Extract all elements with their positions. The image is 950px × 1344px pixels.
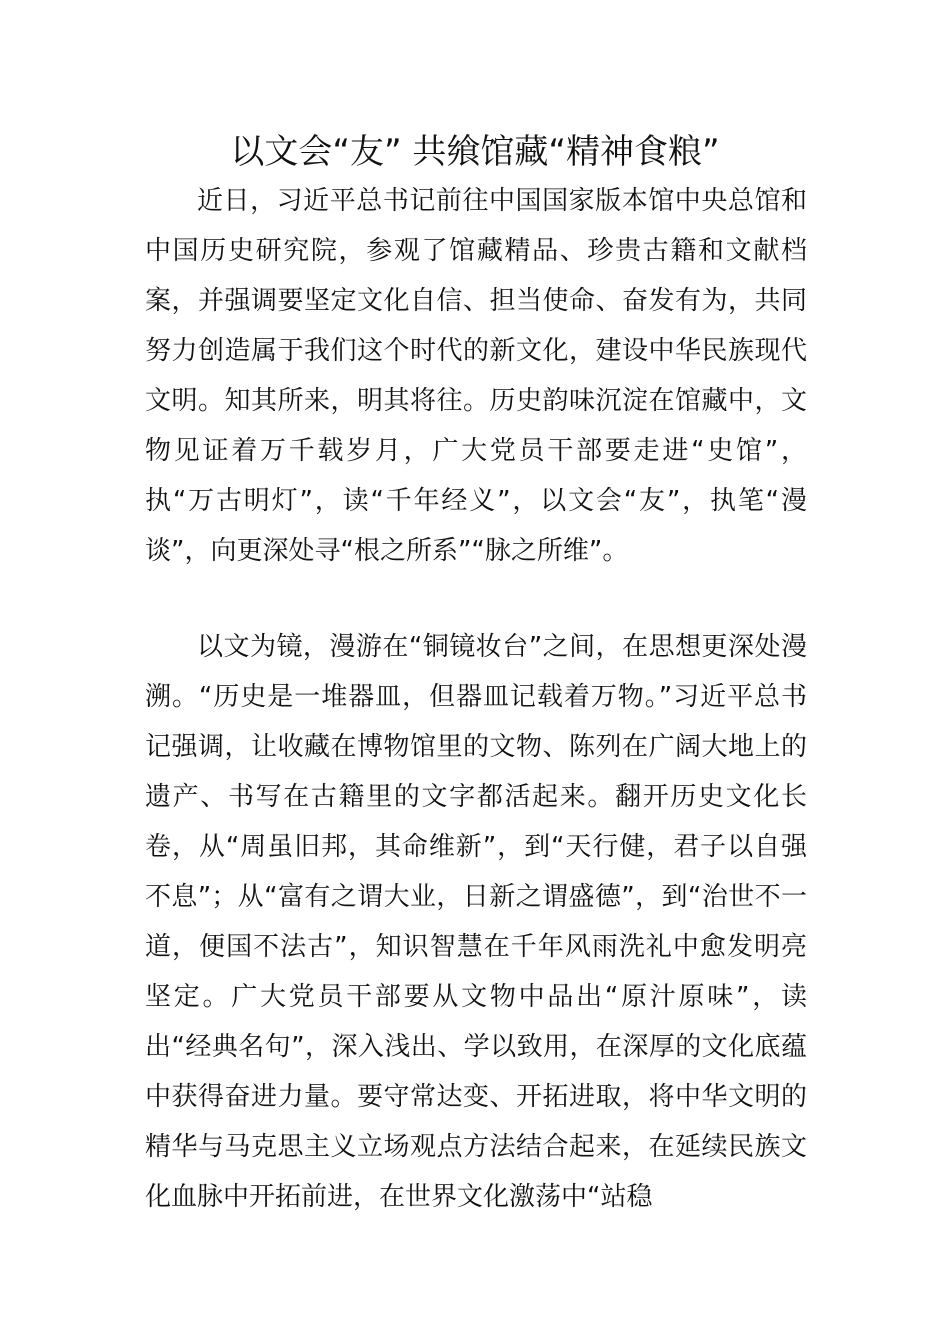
paragraph-2: 以文为镜，漫游在“铜镜妆台”之间，在思想更深处漫溯。“历史是一堆器皿，但器皿记载着万物。”习近平总书记强调，让收藏在博物馆里的文物、陈列在广阔大地上的遗产、书写在古籍里的文字都活起来。翻开历史文化长卷，从“周虽旧邦，其命维新”，到“天行健，君子以自强不息”；从“富有之谓大业，日新之谓盛德”，到“治世不一道，便国不法古”，知识智慧在千年风雨洗礼中愈发明亮坚定。广大党员干部要从文物中品出“原汁原味”，读出“经典名句”，深入浅出、学以致用，在深厚的文化底蕴中获得奋进力量。要守常达变、开拓进取，将中华文明的精华与马克思主义立场观点方法结合起来，在延续民族文化血脉中开拓前进，在世界文化激荡中“站稳	[145, 632, 807, 1212]
document-title: 以文会“友” 共飨馆藏“精神食粮”	[230, 132, 720, 172]
paragraph-1: 近日，习近平总书记前往中国国家版本馆中央总馆和中国历史研究院，参观了馆藏精品、珍贵古籍和文献档案，并强调要坚定文化自信、担当使命、奋发有为，共同努力创造属于我们这个时代的新文化，建设中华民族现代文明。知其所来，明其将往。历史韵味沉淀在馆藏中，文物见证着万千载岁月，广大党员干部要走进“史馆”，执“万古明灯”，读“千年经义”，以文会“友”，执笔“漫谈”，向更深处寻“根之所系”“脉之所维”。	[145, 186, 807, 566]
